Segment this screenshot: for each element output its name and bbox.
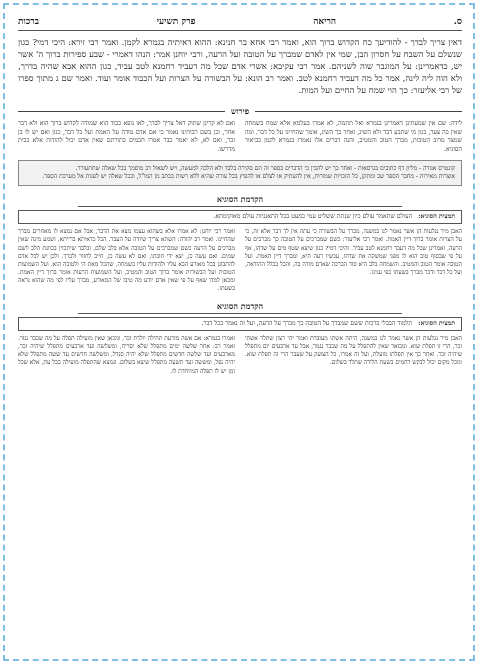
commentary-columns xyxy=(18,120,462,154)
section1-heading xyxy=(18,194,462,207)
section2-summary xyxy=(18,317,462,331)
section1-left-column xyxy=(18,228,235,293)
section2-columns xyxy=(18,335,462,375)
divider-line-left xyxy=(18,111,225,112)
document-page xyxy=(18,14,462,654)
section-title: פרק תשיעי xyxy=(156,16,196,27)
section1-right-column: האבן מיר נגלעות הן אשר נאמר לנו במשנה, מברך על הבשורה כי עתה אין לך דבר אלא זה, כי על הצרות אומר ברוך דיין האמת. ואמר רבי אליעזר: כשם שמברכים על הטובה כך מברכים על הרעה, ואמרינן שכל מה דעבד רחמנא לטב עביד. והיכי דמי? כגון שיצא שטף מים על שדהו, אף על פי שבסוף טוב הוא לו מפני שמשקה את שדהו, עכשיו רעה היא, ומברך דיין האמת. ועל הטובה אומר הטוב והמטיב. והשמחה בלב היא סוד הברכה שאדם מודה בה, והכל בכלל ההודאה, ועל כל דבר ודבר מברך בשעתו כפי ענינו. xyxy=(245,229,462,276)
main-talmud-text xyxy=(18,37,462,98)
notice-left: אוצרות מאירות - מחבר הספר שב ומתקן, כל הזכויות שמורות, אין להעתיק או לצלם או להפיץ בכל צורה שהיא ללא רשות בכתב מן המו"ל, ובכל שאלה יש לפנות אל מערכת הספר. xyxy=(42,173,455,181)
chapter-title: הריאה xyxy=(313,16,337,27)
commentary-right-column: לידה: שם אין שמעתינן דאמרינן בגמרא ואל תתמה, לא אמרו בעלמא אלא שמח בשמחה שאין בה צער, כגון מי שתבע דבר ולא השיג, ואחר כך השיג, אומר שהחיינו על כל דבר. ומה שמצד מרוב הטובות, מברך הטוב והמטיב, והנה דברים אלו נאמרו בגמרא לקמן בביאור הסוגיא. xyxy=(245,120,462,153)
page-marker: ס. xyxy=(453,16,462,27)
section1-summary-text: העולם שתאמר עולם כיון שנתת ששליט עמי כמעט בכל התאנגיות עולם מאוקימתא. xyxy=(213,213,413,221)
section1-left-text-2: ועל השמועות הטובות ועל הבשורות אומר ברוך הטוב והמטיב, ועל השמועות הרעות אומר ברוך דיין האמת. ומכאן למדו שאף על פי שאין אדם יודע מה טיבו של המאורע, מברך עליו לפי מה שהוא נראה בשעתו. xyxy=(18,261,235,293)
commentary-left-column: ואם לא קרינן שתוק דאל צריך לבדך, לאו גופא כבוד הוא שמודה לקדוש ברוך הוא ולא דבר אחר, וכן בשם רבותינו נאמר כי אם אדם מודה על האמת ועל כל דבר, כגון ואם יש לו בן זכר, ואם לא, לא יאמר כבר אמרו חכמים בתורתם שאין אדם יכול להודות אלא בבית מדרשו. xyxy=(18,120,235,153)
commentary-title: פירוש xyxy=(230,106,250,116)
notice-box xyxy=(18,160,462,186)
section2-left-column: ואמרו בגמרא: אם אשה מזרעת תחילה יולדת זכר, ומכאן שאין מועילה תפלה על מה שכבר נגזר. ואמר רב: אחר שלשה ימים מתפלל שלא יסריח, ומשלשה ועד ארבעים מתפלל שיהיה זכר, מארבעים ועד שלשה חדשים מתפלל שלא יהיה סנדל, ומשלשה חדשים עד ששה מתפלל שלא יהיה נפל, ומששה ועד תשעה מתפלל שיצא בשלום. ונמצא שהתפלה מועילה בכל עת, אלא שכל זמן יש לו תפלה המיוחדת לו. xyxy=(18,336,235,375)
section1-left-text: ואמר רבי יוחנן: לא אמרו אלא בשהוא עצמו מצא את הדבר, אבל אם נמצא לו מאחרים מברך שהחיינו. ואמר רב יהודה: השתא צריך שיודה על העבר. הכל כדאיתא ברייתא, ושמע מינה שאין מברכים על הרעה כשם שמברכים על הטובה אלא בלב שלם, ובלבד שיתכוין בכוונת הלב לשם שמים. ואם עשה כן, יצא ידי חובתו, ואם לא עשה כן, חייב לחזור ולברך. ולכן יש לכל אדם להתבונן בכל מאורע הבא עליו ולהודות עליו בשמחה, שהכל מאת ה' ולטובה הוא. xyxy=(18,229,236,268)
divider-line-right xyxy=(255,111,462,112)
section2-right-column: האבן מיר נגלעות הן אשר נאמר לנו במשנה, היתה אשתו מעוברת ואמר יהי רצון שתלד אשתי זכר, הרי זו תפלת שוא. ומבואר שאין להתפלל על מה שכבר נגמר, אבל עד ארבעים יום מתפלל שיהיה זכר. ואחר כך אין תפלתו מועלת, ועל זה אמרו, כל הצועק על שעבר הרי זה תפלת שוא. ומכל מקום יכול לבקש רחמים בשעת הלידה שתלד בשלום. xyxy=(245,336,462,367)
main-text: דאין צריך לבדך - להודיעך כח הקדוש ברוך הוא, ואמר רבי אחא בר חנינא: ההוא דאיתיה בגמרא לקמן. ואמר רבי זירא: היכי דמי? כגון שנשלם על השבח על חסרון הבן, שמי אין לאדם שמברך על הטובה ועל הרעה, ורבי יוחנן אמר: הנהו דאמרי - שבע ספירות ברוך ה' אשר יש, כדאמרינן: על המוגבר שוה לשניהם. אמר רבי עקיבא: אשרי אדם שכל מה דעביד רחמנא לטב עביד, כגון ההוא אבא שהיה בדרך, ולא הוה ליה לינה, אמר כל מה דעביד רחמנא לטב. ואמר רב הונא: על הבשורה על הצרות ועל הכבוד אומר ועוד. ואמר שם ג מתוך ספרו של רבי אליעזר: כך הוי שמח על החיים ועל המות. xyxy=(18,38,462,96)
tractate-title: ברכות xyxy=(18,16,39,27)
section1-columns xyxy=(18,228,462,293)
section2-title: הקדמת הסוגיא xyxy=(216,301,264,312)
section1-title: הקדמת הסוגיא xyxy=(216,194,264,205)
section1-rule xyxy=(78,206,402,207)
section2-summary-label: תמצית הסוגיא: xyxy=(418,320,455,328)
section1-summary-label: תמצית הסוגיא: xyxy=(418,213,455,221)
section2-rule xyxy=(78,313,402,314)
section1-summary xyxy=(18,210,462,224)
page-header xyxy=(18,14,462,31)
notice-right: קונטרס אנודה - מליון דף כתובים בגרסאות - ואחר כך יש להבין כי הדברים בספר זה הם סקירה בלבד ולא הלכה למעשה, ויש לשאול רב מוסמך בכל שאלה שתתעורר. xyxy=(75,165,455,173)
section2-summary-text: תלמוד הבבלי ברכות ששם שמברך על הטובה כך מברך על הרעה, ועל זה נאמר בכל דבר. xyxy=(201,320,413,328)
section2-heading xyxy=(18,301,462,314)
commentary-divider xyxy=(18,106,462,116)
